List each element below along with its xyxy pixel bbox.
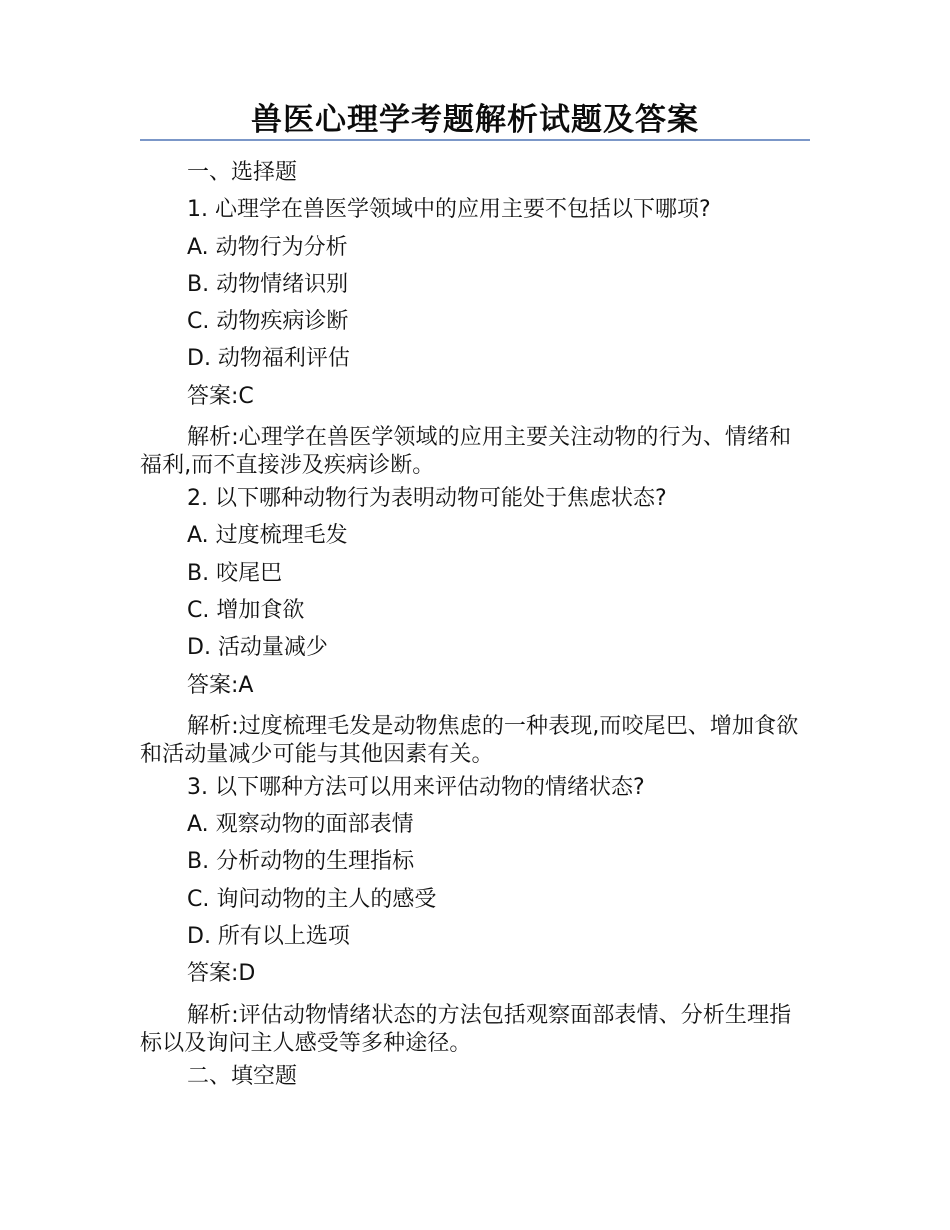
document-body [140, 154, 810, 1095]
option-d: D. 活动量减少 [187, 635, 328, 661]
option-b: B. 咬尾巴 [187, 560, 283, 586]
analysis: 解析:评估动物情绪状态的方法包括观察面部表情、分析生理指标以及询问主人感受等多种途径。 [140, 1002, 792, 1056]
section-heading-fill: 二、填空题 [187, 1063, 298, 1089]
question-2 [140, 480, 810, 769]
question-stem: 1. 心理学在兽医学领域中的应用主要不包括以下哪项? [187, 197, 711, 223]
question-stem: 3. 以下哪种方法可以用来评估动物的情绪状态? [187, 774, 645, 800]
title-underline [140, 139, 810, 141]
answer: 答案:A [187, 672, 254, 698]
option-b: B. 分析动物的生理指标 [187, 849, 415, 875]
analysis: 解析:心理学在兽医学领域的应用主要关注动物的行为、情绪和福利,而不直接涉及疾病诊断。 [140, 425, 792, 479]
question-1 [140, 191, 810, 480]
option-c: C. 询问动物的主人的感受 [187, 886, 437, 912]
question-stem: 2. 以下哪种动物行为表明动物可能处于焦虑状态? [187, 486, 667, 512]
answer: 答案:D [187, 961, 256, 987]
option-d: D. 所有以上选项 [187, 924, 350, 950]
question-3 [140, 769, 810, 1058]
analysis: 解析:过度梳理毛发是动物焦虑的一种表现,而咬尾巴、增加食欲和活动量减少可能与其他因素有关。 [140, 713, 799, 767]
option-d: D. 动物福利评估 [187, 346, 350, 372]
option-b: B. 动物情绪识别 [187, 271, 349, 297]
option-a: A. 观察动物的面部表情 [187, 812, 414, 838]
option-c: C. 增加食欲 [187, 597, 305, 623]
section-heading-choice: 一、选择题 [187, 160, 298, 185]
option-c: C. 动物疾病诊断 [187, 309, 349, 335]
answer: 答案:C [187, 383, 254, 409]
option-a: A. 过度梳理毛发 [187, 523, 348, 549]
document-title: 兽医心理学考题解析试题及答案 [251, 102, 699, 138]
option-a: A. 动物行为分析 [187, 234, 348, 260]
